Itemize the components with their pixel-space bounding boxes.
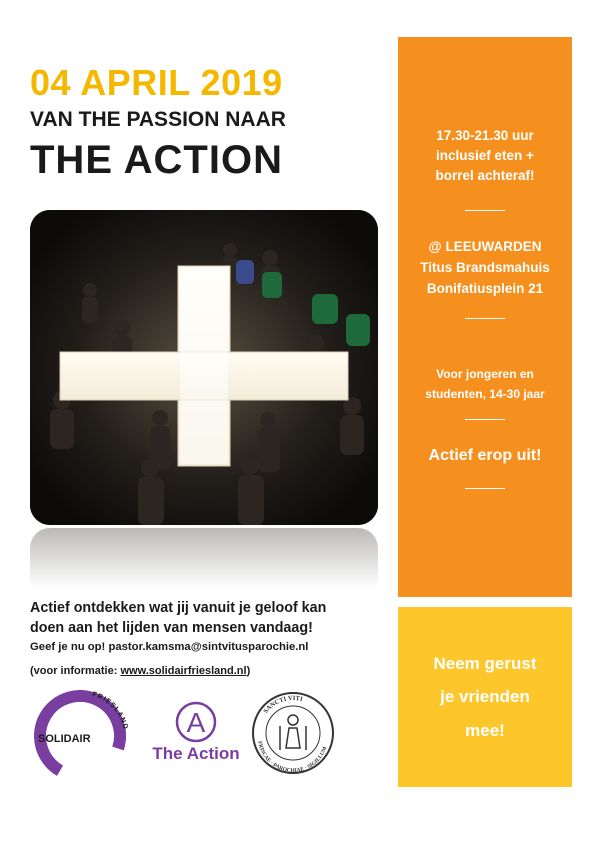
event-location (398, 236, 572, 299)
seal-bottom-text: FRISCAE · PAROCHIAE · SIGILLUM (256, 740, 329, 775)
action-text: The Action (152, 744, 240, 763)
solidair-arc-text: FRIESLAND (91, 691, 129, 731)
divider (465, 419, 505, 420)
seal-top-text: SANCTI VITI (262, 694, 304, 715)
photo-area (30, 210, 378, 585)
location-line: Titus Brandsmahuis (420, 260, 550, 275)
action-letter: A (186, 707, 206, 738)
callout-line: je vrienden (440, 687, 530, 706)
audience-line: studenten, 14-30 jaar (425, 387, 545, 401)
event-time (398, 126, 572, 186)
signup-contact: Geef je nu op! pastor.kamsma@sintvitusparochie.nl (30, 641, 309, 653)
parish-seal-logo (250, 690, 336, 776)
event-description (30, 598, 390, 638)
info-prefix: (voor informatie: (30, 665, 121, 677)
event-details-panel (398, 37, 572, 597)
solidair-text: SOLIDAIR (38, 733, 91, 745)
audience-line: Voor jongeren en (436, 367, 534, 381)
location-line: Bonifatiusplein 21 (426, 281, 544, 296)
the-action-logo (142, 700, 252, 768)
info-line (30, 665, 390, 677)
website-link[interactable]: www.solidairfriesland.nl (120, 665, 247, 677)
divider (465, 210, 505, 211)
time-line: 17.30-21.30 uur (436, 128, 534, 143)
event-headline: THE ACTION (30, 138, 283, 182)
divider (465, 318, 505, 319)
description-line: doen aan het lijden van mensen vandaag! (30, 620, 313, 636)
event-slogan: Actief erop uit! (428, 447, 542, 464)
callout-line: mee! (465, 721, 505, 740)
solidair-friesland-logo (32, 690, 132, 782)
divider (465, 488, 505, 489)
invite-friends-callout (398, 607, 572, 787)
time-line: inclusief eten + (436, 148, 534, 163)
time-line: borrel achteraf! (435, 168, 535, 183)
event-audience (398, 364, 572, 404)
cross-procession-photo (30, 210, 378, 525)
callout-line: Neem gerust (433, 654, 537, 673)
photo-reflection (30, 528, 378, 588)
description-line: Actief ontdekken wat jij vanuit je geloof kan (30, 600, 327, 616)
event-subtitle: VAN THE PASSION NAAR (30, 108, 286, 131)
event-date: 04 APRIL 2019 (30, 62, 283, 103)
cross-photo-illustration (30, 210, 378, 525)
info-suffix: ) (246, 665, 251, 677)
location-line: @ LEEUWARDEN (428, 239, 542, 254)
